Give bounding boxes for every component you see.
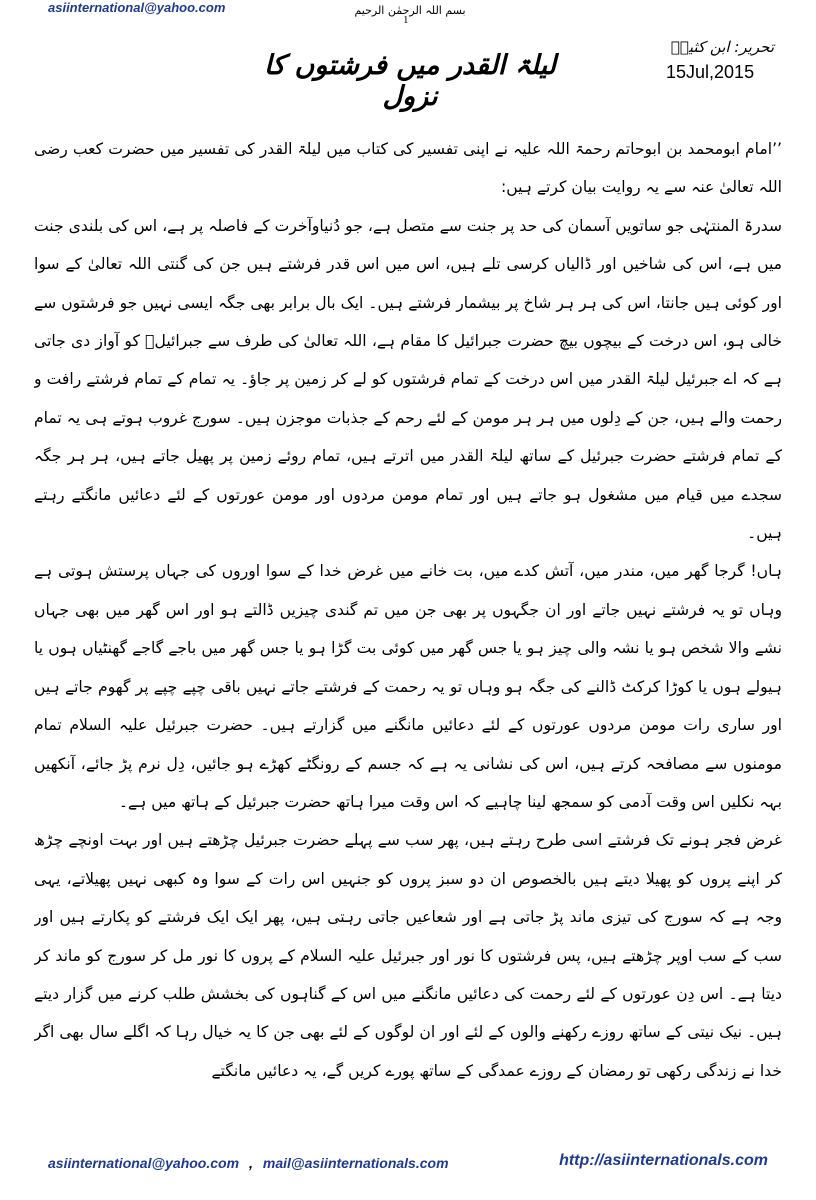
body-paragraph: ہاں! گرجا گھر میں، مندر میں، آتش کدے میں، بت خانے میں غرض خدا کے سوا اوروں کی جہاں پرستش ہوتی ہے وہاں تو یہ فرشتے نہیں جاتے اور ان جگہوں پر بھی جن میں تم گندی چیزیں ڈالتے ہو اور اس گھر میں بھی جہاں نشے والا شخص ہو یا نشہ والی چیز ہو یا جس گھر میں کوئی بت گڑا ہو یا جس گھر میں باجے گاجے گھنٹیاں ہوں یا ہیولے ہوں یا کوڑا کرکٹ ڈالنے کی جگہ ہو وہاں تو یہ رحمت کے فرشتے جاتے نہیں باقی چپے چپے پر گھوم جاتے ہیں اور ساری رات مومن مردوں عورتوں کے لئے دعائیں مانگنے میں گزارتے ہیں۔ حضرت جبرئیل علیہ السلام تمام مومنوں سے مصافحہ کرتے ہیں، اس کی نشانی یہ ہے کہ جسم کے رونگٹے کھڑے ہو جائیں، دِل نرم پڑ جائے، آنکھیں بہہ نکلیں اس وقت آدمی کو سمجھ لینا چاہیے کہ اس وقت میرا ہاتھ حضرت جبرئیل کے ہاتھ میں ہے۔	[34, 562, 782, 811]
footer-email-link-2[interactable]: mail@asiinternationals.com	[262, 1155, 449, 1171]
bismillah: بسم اللہ الرحمٰن الرحیم	[354, 4, 466, 17]
article-body	[34, 130, 782, 1130]
article-date: 15Jul,2015	[666, 62, 755, 82]
intro-paragraph: ’’امام ابومحمد بن ابوحاتم رحمۃ اللہ علیہ نے اپنی تفسیر کی کتاب میں لیلۃ القدر کی تفسیر میں حضرت کعب رضی اللہ تعالیٰ عنہ سے یہ روایت بیان کرتے ہیں:	[34, 140, 782, 197]
body-paragraph: سدرۃ المنتہٰی جو ساتویں آسمان کی حد پر جنت سے متصل ہے، جو دُنیاوآخرت کے فاصلہ پر ہے، اس کی بلندی جنت میں ہے، اس کی شاخیں اور ڈالیاں کرسی تلے ہیں، اس میں اس قدر فرشتے ہیں جن کی گنتی اللہ تعالیٰ کے سوا اور کوئی ہیں جانتا، اس کی ہر ہر شاخ پر بیشمار فرشتے ہیں۔ ایک بال برابر بھی جگہ ایسی نہیں جو فرشتوں سے خالی ہو، اس درخت کے بیچوں بیچ حضرت جبرائیل کا مقام ہے، اللہ تعالیٰ کی طرف سے جبرائیلؑ کو آواز دی جاتی ہے کہ اے جبرئیل لیلۃ القدر میں اس درخت کے تمام فرشتوں کو لے کر زمین پر جاؤ۔ یہ تمام کے تمام فرشتے رافت و رحمت والے ہیں، جن کے دِلوں میں ہر ہر مومن کے لئے رحم کے جذبات موجزن ہیں۔ سورج غروب ہوتے ہی یہ تمام کے تمام فرشتے حضرت جبرئیل کے ساتھ لیلۃ القدر میں اترتے ہیں، تمام روئے زمین پر پھیل جاتے ہیں، ہر ہر جگہ سجدے میں قیام میں مشغول ہو جاتے ہیں اور تمام مومن مردوں اور مومن عورتوں کے لئے دعائیں مانگتے رہتے ہیں۔	[34, 216, 782, 543]
author-line: تحریر: ابن کثیرؒ	[670, 38, 774, 56]
footer-emails	[48, 1155, 449, 1171]
article-title: لیلۃ القدر میں فرشتوں کا نزول	[264, 50, 556, 112]
footer-website-link[interactable]: http://asiinternationals.com	[559, 1152, 768, 1169]
footer-separator: ,	[249, 1155, 253, 1171]
header-email-link[interactable]: asiinternational@yahoo.com	[48, 0, 226, 15]
page-number: 1	[403, 14, 409, 26]
body-paragraph: غرض فجر ہونے تک فرشتے اسی طرح رہتے ہیں، پھر سب سے پہلے حضرت جبرئیل چڑھتے ہیں اور بہت اونچے چڑھ کر اپنے پروں کو پھیلا دیتے ہیں بالخصوص ان دو سبز پروں کو جنہیں اس رات کے سوا وہ کبھی نہیں پھیلاتے، یہی وجہ ہے کہ سورج کی تیزی ماند پڑ جاتی ہے اور شعاعیں جاتی رہتی ہیں، پھر ایک ایک فرشتے کو پکارتے ہیں اور سب کے سب اوپر چڑھتے ہیں، پس فرشتوں کا نور اور جبرئیل علیہ السلام کے پروں کا نور مل کر سورج کو ماند کر دیتا ہے۔ اس دِن عورتوں کے لئے رحمت کی دعائیں مانگنے میں اس کے گناہوں کی بخشش طلب کرنے میں گزار دیتے ہیں۔ نیک نیتی کے ساتھ روزے رکھنے والوں کے لئے اور ان لوگوں کے لئے بھی جن کا یہ خیال رہا کہ اگلے سال بھی اگر خدا نے زندگی رکھی تو رمضان کے روزے عمدگی کے ساتھ پورے کریں گے، یہ دعائیں مانگتے	[34, 831, 782, 1080]
footer-email-link-1[interactable]: asiinternational@yahoo.com	[48, 1155, 240, 1171]
